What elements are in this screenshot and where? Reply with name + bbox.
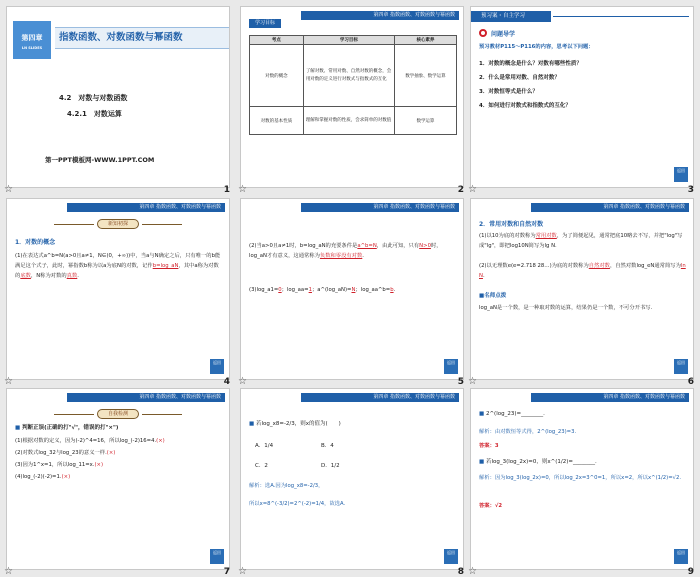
objectives-table: [249, 35, 457, 135]
list-item: 4．如何进行对数式和指数式的互化？: [479, 103, 571, 109]
solution-line: 解析：由对数恒等式得，2^(log_23)=3.: [479, 429, 577, 435]
note-text: log_aN是一个数，是一种取对数的运算，结果仍是一个数，不可分开书写.: [479, 305, 653, 311]
log-text: (2)以无理数e(e=2.718 28…)为底的对数称为自然对数，自然对数log_eN通常简写为ln N.: [479, 263, 686, 279]
section-badge: 自我检测: [97, 409, 139, 419]
property-text: (3)log_a1=0；log_aa=1；a^(log_aN)=N；log_aa^b=b.: [249, 287, 396, 293]
star-icon[interactable]: ☆: [4, 376, 13, 387]
star-icon[interactable]: ☆: [468, 566, 477, 577]
list-item: (4)log_(-2)(-2)=1.(×): [15, 474, 71, 480]
site-footer: 第一PPT模板网-WWW.1PPT.COM: [45, 156, 155, 164]
page-number: 9: [687, 567, 694, 577]
star-icon[interactable]: ☆: [4, 566, 13, 577]
chapter-badge: 第四章 LN SLIDES: [13, 21, 51, 59]
log-text: (1)以10为底的对数称为常用对数，为了简便起见，通常把底10略去不写，并把"log"写成"lg"，即把log10N简写为lg N.: [479, 233, 683, 249]
judge-heading: ■ 判断正误(正确的打"√"，错误的打"×"): [15, 425, 119, 431]
back-button[interactable]: 返回: [444, 359, 458, 374]
section-badge: 新知初探: [97, 219, 139, 229]
solution-line: 解析：因为log_3(log_2x)=0，所以log_2x=3^0=1，所以x=2，所以x^(1/2)=√2.: [479, 475, 682, 481]
question-icon: ■: [249, 421, 256, 427]
table-header: 考点: [250, 36, 304, 45]
section-title: 4.2 对数与对数函数: [59, 94, 128, 102]
concept-heading: 1．对数的概念: [15, 239, 56, 246]
header-bar: 第四章 指数函数、对数函数与幂函数: [531, 393, 689, 402]
table-header: 核心素养: [394, 36, 456, 45]
page-number: 7: [223, 567, 230, 577]
back-button[interactable]: 返回: [210, 359, 224, 374]
header-bar: 第四章 指数函数、对数函数与幂函数: [301, 11, 459, 20]
back-button[interactable]: 返回: [674, 167, 688, 182]
back-button[interactable]: 返回: [444, 549, 458, 564]
question-icon: ■: [479, 411, 486, 417]
star-icon[interactable]: ☆: [468, 376, 477, 387]
page-number: 6: [687, 377, 694, 387]
page-number: 8: [457, 567, 464, 577]
star-icon[interactable]: ☆: [4, 184, 13, 195]
guide-intro: 预习教材P115～P116的内容，思考以下问题：: [479, 44, 594, 50]
guide-heading: 问题导学: [491, 31, 516, 38]
list-item: 1．对数的概念是什么？对数有哪些性质？: [479, 61, 582, 67]
note-heading: ■名师点拨: [479, 293, 507, 299]
header-bar: 第四章 指数函数、对数函数与幂函数: [301, 393, 459, 402]
list-item: (2)对数式log_32与log_23的意义一样.(×): [15, 450, 116, 456]
slide-thumb-6[interactable]: [466, 195, 698, 385]
page-number: 5: [457, 377, 464, 387]
subsection-title: 4.2.1 对数运算: [67, 110, 122, 118]
list-item: 2．什么是常用对数、自然对数？: [479, 75, 560, 81]
log-heading: 2．常用对数和自然对数: [479, 221, 544, 228]
section-tag: 学习目标: [249, 19, 281, 28]
slide-thumb-3[interactable]: [466, 3, 698, 193]
header-bar: 第四章 指数函数、对数函数与幂函数: [301, 203, 459, 212]
table-cell: 对数的概念: [250, 45, 304, 107]
question-text: ■ 若log_3(log_2x)=0，则x^(1/2)=________.: [479, 459, 597, 465]
question-list: [479, 57, 582, 113]
header-bar: 第四章 指数函数、对数函数与幂函数: [67, 203, 225, 212]
table-header: 学习目标: [303, 36, 394, 45]
option-b: B．4: [321, 443, 334, 449]
slide-thumb-4[interactable]: [2, 195, 234, 385]
check-icon: ■: [15, 425, 23, 431]
option-a: A．1/4: [255, 443, 274, 449]
option-d: D．1/2: [321, 463, 340, 469]
back-button[interactable]: 返回: [674, 549, 688, 564]
header-bar: 第四章 指数函数、对数函数与幂函数: [67, 393, 225, 402]
slide-thumb-9[interactable]: [466, 385, 698, 575]
table-cell: 了解对数、常用对数、自然对数的概念，会用对数的定义进行对数式与指数式的互化: [303, 45, 394, 107]
list-item: (3)因为1^x=1，所以log_11=x.(×): [15, 462, 104, 468]
answer-line: 答案：3: [479, 443, 499, 449]
page-number: 3: [687, 185, 694, 195]
slide-thumb-5[interactable]: [236, 195, 468, 385]
star-icon[interactable]: ☆: [238, 184, 247, 195]
table-cell: 数学运算: [394, 107, 456, 135]
solution-line: 解析：选A.因为log_x8=-2/3，: [249, 483, 324, 489]
slide-thumb-8[interactable]: [236, 385, 468, 575]
solution-line: 所以x=8^(-3/2)=2^(-2)=1/4，故选A.: [249, 501, 346, 507]
title-banner: 指数函数、对数函数与幂函数: [55, 27, 229, 49]
star-icon[interactable]: ☆: [238, 376, 247, 387]
back-button[interactable]: 返回: [674, 359, 688, 374]
section-tag: 预习案・自主学习: [471, 11, 551, 22]
guide-icon: [479, 29, 487, 37]
star-icon[interactable]: ☆: [238, 566, 247, 577]
answer-line: 答案：√2: [479, 503, 503, 509]
question-text: ■ 2^(log_23)=________.: [479, 411, 545, 417]
back-button[interactable]: 返回: [210, 549, 224, 564]
header-bar: 第四章 指数函数、对数函数与幂函数: [531, 203, 689, 212]
slide-thumb-7[interactable]: [2, 385, 234, 575]
table-cell: 对数的基本性质: [250, 107, 304, 135]
list-item: (1)根据对数的定义，因为(-2)^4=16，所以log_(-2)16=4.(×): [15, 438, 165, 444]
page-number: 1: [223, 185, 230, 195]
table-cell: 数学抽象、数学运算: [394, 45, 456, 107]
question-text: ■ 若log_x8=-2/3，则x的值为( ): [249, 421, 341, 427]
page-number: 2: [457, 185, 464, 195]
slide-thumb-2[interactable]: [236, 3, 468, 193]
option-c: C．2: [255, 463, 268, 469]
property-text: (2)当a>0且a≠1时，b=log_aN的充要条件是a^b=N，由此可知，只有N>0时，log_aN才有意义，这通常称为负数和零没有对数.: [249, 243, 442, 259]
question-icon: ■: [479, 459, 486, 465]
page-number: 4: [223, 377, 230, 387]
star-icon[interactable]: ☆: [468, 184, 477, 195]
slide-thumb-1[interactable]: [2, 3, 234, 193]
concept-text: (1)在表达式a^b=N(a>0且a≠1，N∈(0，+∞))中，当a与N确定之后，只有唯一的b能满足这个式子，此时，幂指数b称为以a为底N的对数，记作b=log_aN，其中a称为对数的底数，N称为对数的真数.: [15, 253, 221, 279]
list-item: 3．对数恒等式是什么？: [479, 89, 538, 95]
table-cell: 理解和掌握对数的性质，会求简单的对数值: [303, 107, 394, 135]
judge-list: [15, 435, 165, 483]
